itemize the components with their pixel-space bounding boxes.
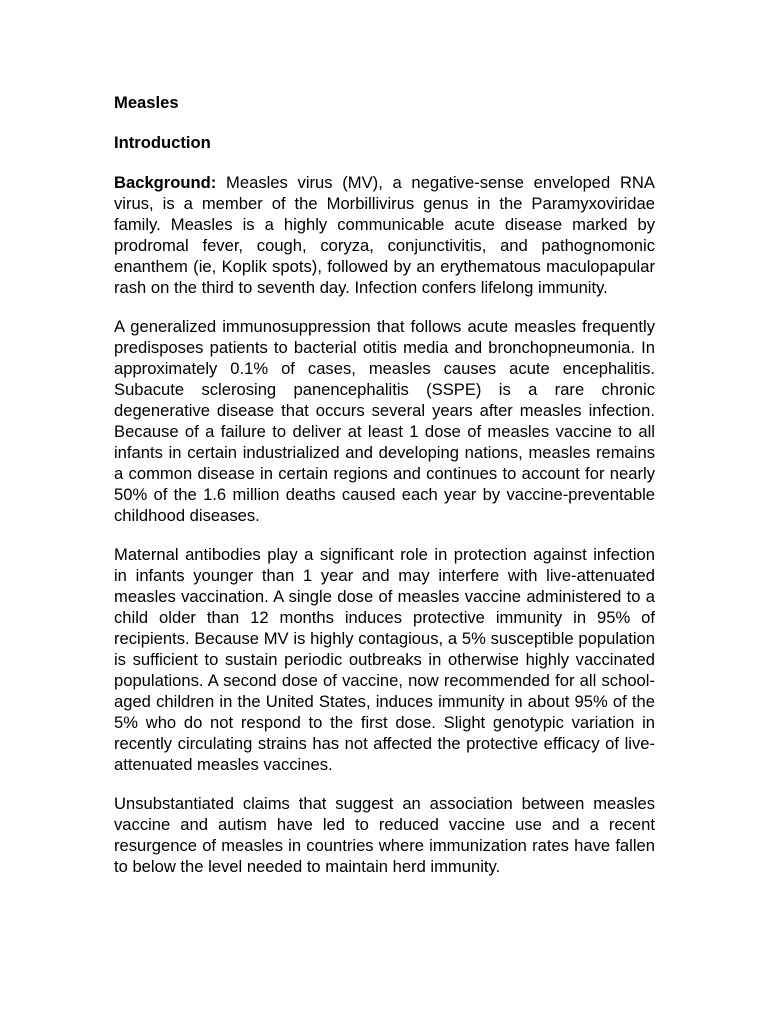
autism-claims-paragraph: Unsubstantiated claims that suggest an association between measles vaccine and autism have led to reduced vaccine use and a recent resurgence of measles in countries where immunization rates have fallen to below the level needed to maintain herd immunity.: [114, 794, 655, 876]
background-text: Measles virus (MV), a negative-sense enveloped RNA virus, is a member of the Morbillivirus genus in the Paramyxoviridae family. Measles is a highly communicable acute disease marked by prodromal fever, cough, coryza, conjunctivitis, and pathognomonic enanthem (ie, Koplik spots), followed by an erythematous maculopapular rash on the third to seventh day. Infection confers lifelong immunity.: [114, 173, 655, 297]
document-title: Measles: [114, 93, 179, 112]
maternal-antibodies-paragraph: Maternal antibodies play a significant role in protection against infection in infants younger than 1 year and may interfere with live-attenuated measles vaccination. A single dose of measles vaccine administered to a child older than 12 months induces protective immunity in 95% of recipients. Because MV is highly contagious, a 5% susceptible population is sufficient to sustain periodic outbreaks in otherwise highly vaccinated populations. A second dose of vaccine, now recommended for all school-aged children in the United States, induces immunity in about 95% of the 5% who do not respond to the first dose. Slight genotypic variation in recently circulating strains has not affected the protective efficacy of live-attenuated measles vaccines.: [114, 545, 655, 774]
background-label: Background:: [114, 173, 217, 192]
background-paragraph: [114, 172, 655, 298]
immunosuppression-paragraph: A generalized immunosuppression that follows acute measles frequently predisposes patients to bacterial otitis media and bronchopneumonia. In approximately 0.1% of cases, measles causes acute encephalitis. Subacute sclerosing panencephalitis (SSPE) is a rare chronic degenerative disease that occurs several years after measles infection. Because of a failure to deliver at least 1 dose of measles vaccine to all infants in certain industrialized and developing nations, measles remains a common disease in certain regions and continues to account for nearly 50% of the 1.6 million deaths caused each year by vaccine-preventable childhood diseases.: [114, 317, 655, 525]
section-heading: Introduction: [114, 133, 211, 152]
document-page: [114, 92, 655, 895]
